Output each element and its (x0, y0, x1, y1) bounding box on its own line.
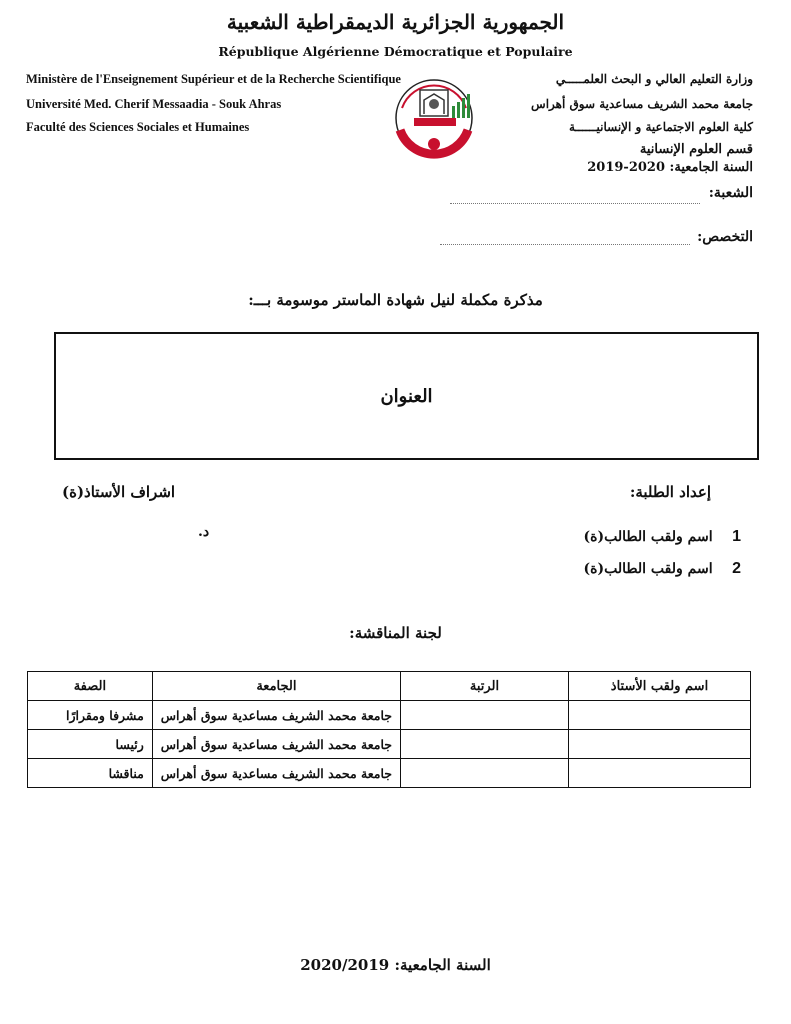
academic-year-label: السنة الجامعية: (669, 160, 753, 175)
supervisor-label: اشراف الأستاذ(ة) (62, 483, 176, 501)
supervisor-title-prefix: د. (198, 524, 210, 540)
cell-university: جامعة محمد الشريف مساعدية سوق أهراس (152, 730, 400, 759)
student-item (584, 528, 741, 546)
footer-academic-year (0, 956, 791, 974)
student-number: 2 (732, 560, 741, 577)
country-name-french: République Algérienne Démocratique et Populaire (218, 44, 573, 59)
students-label: إعداد الطلبة: (629, 483, 711, 501)
university-arabic: جامعة محمد الشريف مساعدية سوق أهراس (531, 97, 753, 111)
cell-rank (401, 730, 569, 759)
table-row (28, 701, 751, 730)
header-role: الصفة (28, 672, 153, 701)
university-city-french: Souk Ahras (219, 97, 282, 111)
university-name-french: Université Med. Cherif Messaadia - (26, 97, 220, 111)
university-logo-icon (386, 72, 486, 164)
student-name: اسم ولقب الطالب(ة) (583, 561, 713, 577)
branch-label: الشعبة: (708, 185, 753, 201)
faculty-french: Faculté des Sciences Sociales et Humaines (26, 120, 250, 134)
thesis-title: العنوان (380, 385, 433, 407)
student-name: اسم ولقب الطالب(ة) (583, 529, 713, 545)
table-row (28, 759, 751, 788)
cell-university: جامعة محمد الشريف مساعدية سوق أهراس (152, 759, 400, 788)
branch-blank-line (450, 203, 700, 204)
academic-year-header (587, 160, 753, 175)
header-name: اسم ولقب الأستاذ (569, 672, 751, 701)
cell-rank (401, 701, 569, 730)
cell-name (569, 701, 751, 730)
ministry-french: Ministère de l'Enseignement Supérieur et de la Recherche Scientifique (26, 72, 401, 86)
footer-year-label: السنة الجامعية: (394, 956, 491, 974)
specialty-label: التخصص: (697, 229, 753, 245)
academic-year-value: 2020-2019 (587, 160, 666, 175)
ministry-arabic: وزارة التعليم العالي و البحث العلمـــــي (555, 72, 753, 86)
specialty-blank-line (440, 244, 690, 245)
header-rank: الرتبة (401, 672, 569, 701)
student-item (584, 560, 741, 578)
footer-year-value: 2020/2019 (300, 956, 390, 974)
department-arabic: قسم العلوم الإنسانية (639, 142, 753, 157)
header-university: الجامعة (152, 672, 400, 701)
student-number: 1 (732, 528, 741, 545)
table-row (28, 730, 751, 759)
committee-table (27, 671, 751, 788)
cell-role: رئيسا (28, 730, 153, 759)
memo-description: مذكرة مكملة لنيل شهادة الماستر موسومة بـــ: (248, 291, 543, 309)
cell-university: جامعة محمد الشريف مساعدية سوق أهراس (152, 701, 400, 730)
table-header-row (28, 672, 751, 701)
cell-name (569, 759, 751, 788)
cell-role: مشرفا ومقرارًا (28, 701, 153, 730)
cell-rank (401, 759, 569, 788)
committee-label: لجنة المناقشة: (349, 624, 442, 642)
cell-role: مناقشا (28, 759, 153, 788)
thesis-title-box (54, 332, 759, 460)
cell-name (569, 730, 751, 759)
faculty-arabic: كلية العلوم الاجتماعية و الإنسانيــــــة (568, 120, 753, 134)
university-french (26, 97, 281, 112)
country-name-arabic: الجمهورية الجزائرية الديمقراطية الشعبية (226, 10, 565, 34)
